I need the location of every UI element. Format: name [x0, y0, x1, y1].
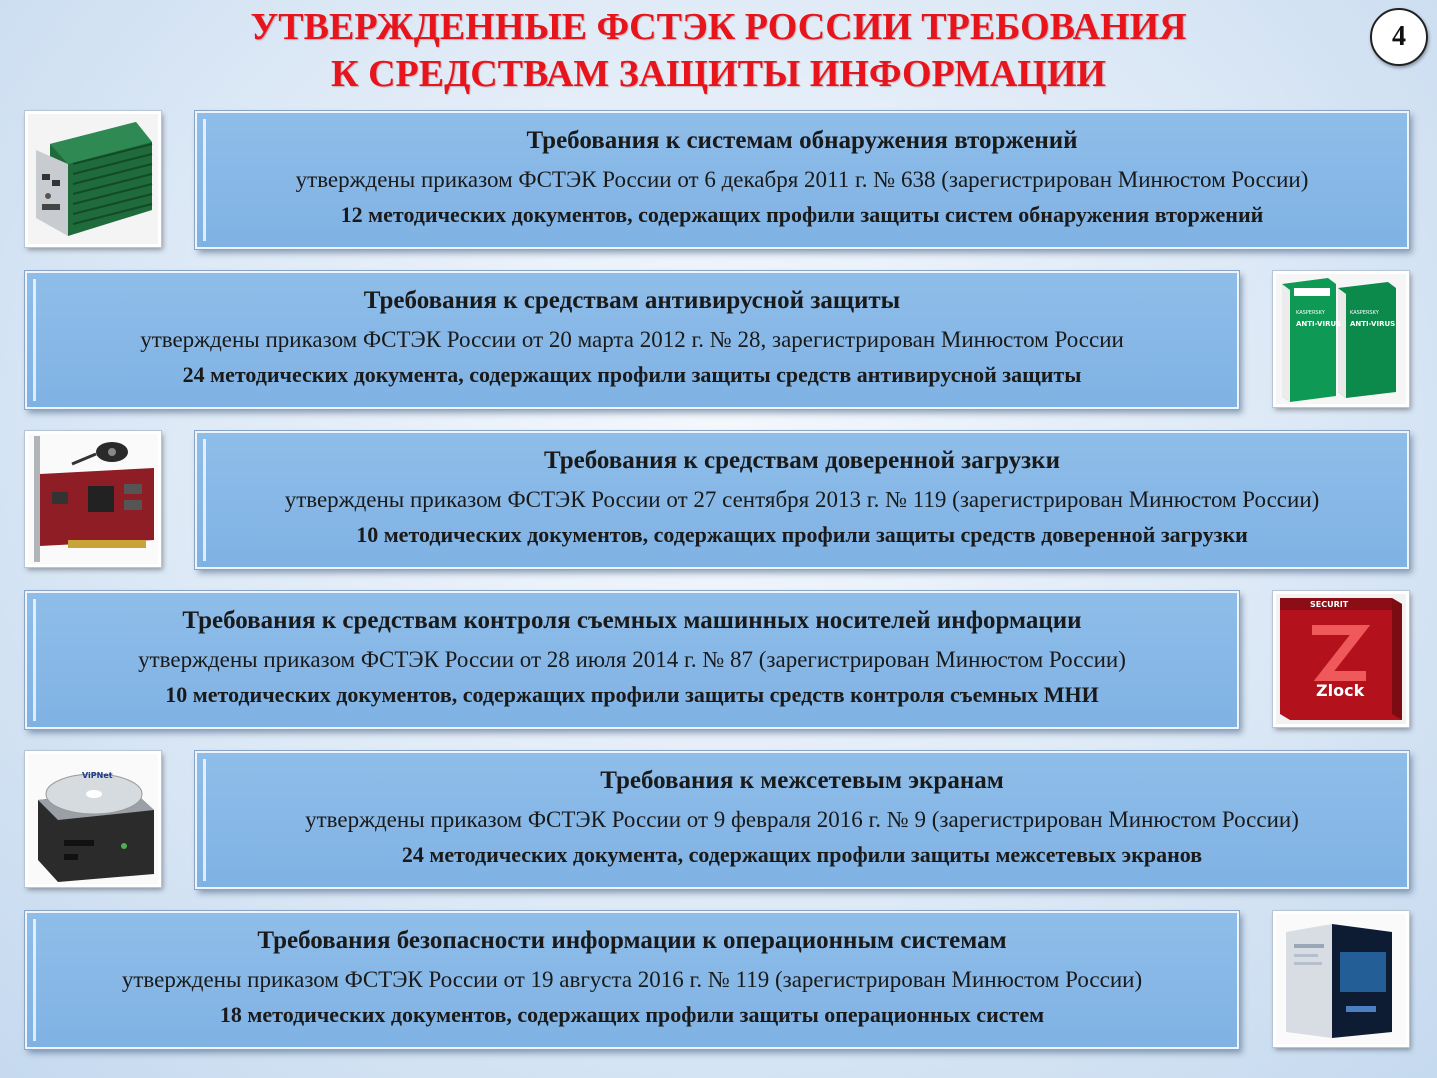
panel-docs: 24 методических документа, содержащих профили защиты средств антивирусной защиты [182, 362, 1082, 387]
ids-device-image [25, 111, 161, 247]
panel-docs: 10 методических документов, содержащих профили защиты средств доверенной загрузки [356, 522, 1248, 547]
panel-order: утверждены приказом ФСТЭК России от 27 сентября 2013 г. № 119 (зарегистрирован Минюстом России) [284, 487, 1320, 512]
panel-title: Требования к межсетевым экранам [600, 767, 1004, 794]
antivirus-box-icon [1276, 274, 1406, 404]
page-number-badge: 4 [1370, 8, 1428, 66]
antivirus-label-right: ANTI-VIRUS [1350, 320, 1396, 328]
panel-antivirus [25, 271, 1239, 409]
title-line-2: К СРЕДСТВАМ ЗАЩИТЫ ИНФОРМАЦИИ [331, 53, 1106, 95]
vipnet-label: ViPNet [82, 771, 113, 780]
panel-title: Требования к средствам контроля съемных машинных носителей информации [182, 607, 1082, 634]
antivirus-label-left: ANTI-VIRUS [1296, 320, 1342, 328]
firewall-device-image [25, 751, 161, 887]
panel-title: Требования к средствам доверенной загрузки [544, 447, 1060, 474]
panel-docs: 12 методических документов, содержащих профили защиты систем обнаружения вторжений [340, 202, 1264, 227]
panel-docs: 24 методических документа, содержащих профили защиты межсетевых экранов [401, 842, 1203, 867]
title-line-1: УТВЕРЖДЕННЫЕ ФСТЭК РОССИИ ТРЕБОВАНИЯ [250, 6, 1187, 48]
panel-trusted-boot [195, 431, 1409, 569]
zlock-name-text: Zlock [1316, 681, 1365, 700]
panel-docs: 10 методических документов, содержащих профили защиты средств контроля съемных МНИ [165, 682, 1099, 707]
ids-device-icon [28, 114, 158, 244]
panel-title: Требования к средствам антивирусной защиты [363, 287, 901, 314]
panel-title: Требования безопасности информации к операционным системам [257, 927, 1007, 954]
panel-order: утверждены приказом ФСТЭК России от 9 февраля 2016 г. № 9 (зарегистрирован Минюстом России) [305, 807, 1299, 832]
panel-firewalls [195, 751, 1409, 889]
trusted-boot-card-icon [28, 434, 158, 564]
panel-order: утверждены приказом ФСТЭК России от 20 марта 2012 г. № 28, зарегистрирован Минюстом России [140, 327, 1124, 352]
panel-removable-media [25, 591, 1239, 729]
panel-docs: 18 методических документов, содержащих профили защиты операционных систем [219, 1002, 1045, 1027]
zlock-box-image [1273, 591, 1409, 727]
os-box-image [1273, 911, 1409, 1047]
panel-order: утверждены приказом ФСТЭК России от 19 августа 2016 г. № 119 (зарегистрирован Минюстом России) [121, 967, 1143, 992]
panel-order: утверждены приказом ФСТЭК России от 6 декабря 2011 г. № 638 (зарегистрирован Минюстом России) [295, 167, 1309, 192]
antivirus-box-image [1273, 271, 1409, 407]
zlock-brand-text: SECURIT [1310, 600, 1349, 609]
page-title [0, 4, 1437, 98]
zlock-box-icon [1276, 594, 1406, 724]
panel-intrusion-detection [195, 111, 1409, 249]
antivirus-brand-left: KASPERSKY [1296, 310, 1325, 316]
antivirus-brand-right: KASPERSKY [1350, 310, 1379, 316]
firewall-device-icon [28, 754, 158, 884]
panel-order: утверждены приказом ФСТЭК России от 28 июля 2014 г. № 87 (зарегистрирован Минюстом России) [138, 647, 1126, 672]
panel-operating-systems [25, 911, 1239, 1049]
panel-title: Требования к системам обнаружения вторжений [526, 127, 1078, 154]
trusted-boot-card-image [25, 431, 161, 567]
os-box-icon [1276, 914, 1406, 1044]
